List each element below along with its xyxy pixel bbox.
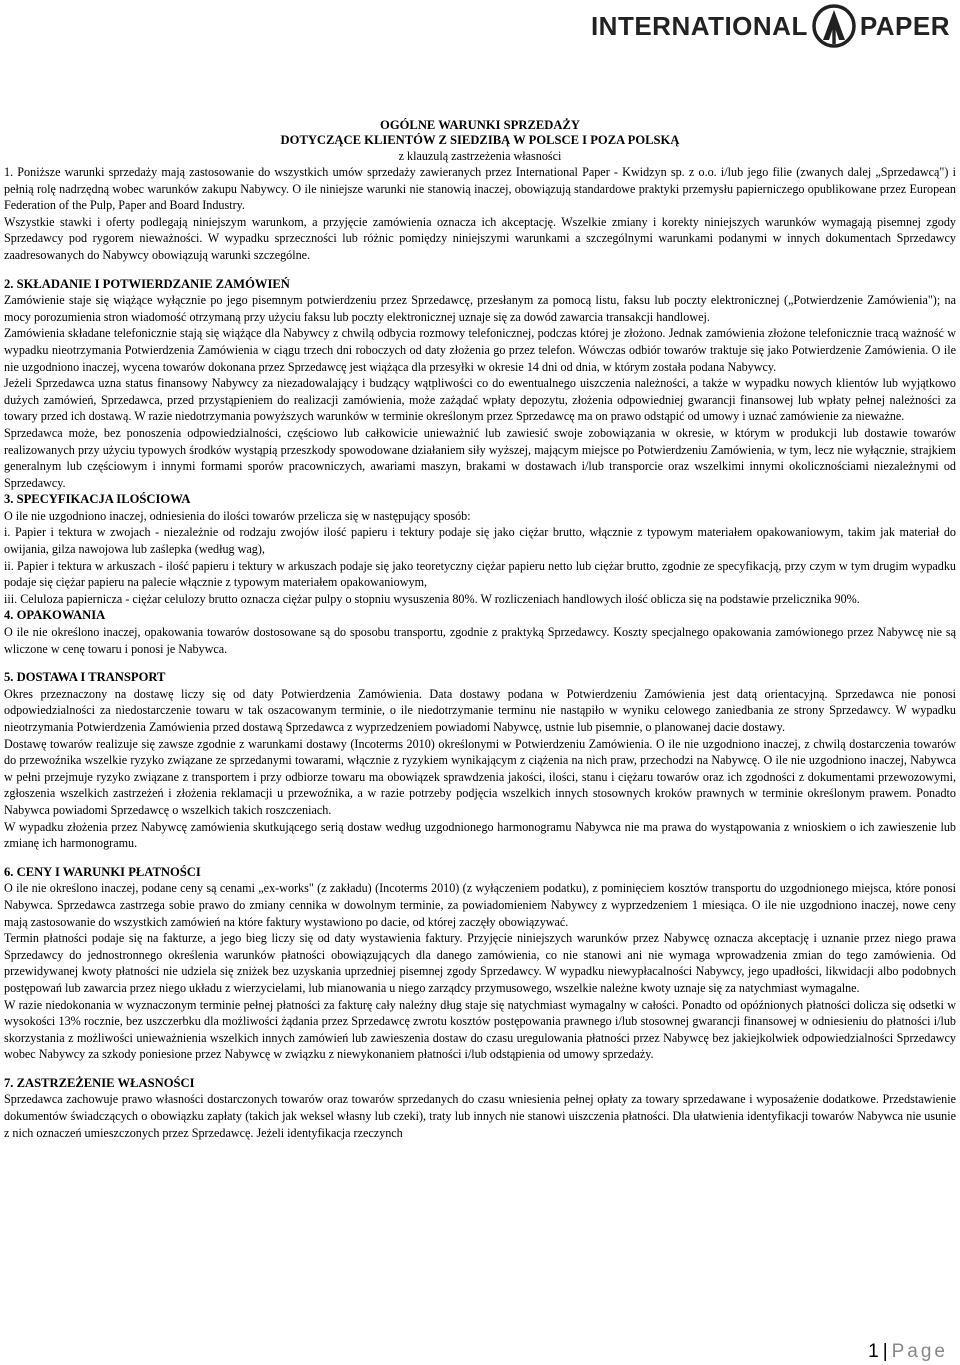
- paragraph: ii. Papier i tektura w arkuszach - ilość papieru i tektury w arkuszach podaje się jako teoretyczny ciężar papieru netto lub ciężar brutto, zgodnie ze specyfikacją, przy czym w tym drugim wypadku podaje się ciężar papieru na palecie włącznie z typowym materiałem opakowaniowym,: [4, 558, 956, 590]
- paragraph: O ile nie określono inaczej, podane ceny są cenami „ex-works" (z zakładu) (Incoterms 2010) (z wyłączeniem podatku), z pominięciem kosztów transportu do uzgodnionego miejsca, które ponosi Nabywca. Sprzedawca zastrzega sobie prawo do zmiany cennika w dowolnym terminie, za powiadomieniem Nabywcy z wyprzedzeniem 1 miesiąca. O ile nie uzgodniono inaczej, nowe ceny mają zastosowanie do wszystkich zamówień na które faktury wystawiono po dacie, od której zaczęły obowiązywać.: [4, 881, 956, 929]
- page-number: 1: [868, 1341, 879, 1362]
- paragraph: W wypadku złożenia przez Nabywcę zamówienia skutkującego serią dostaw według uzgodnionego harmonogramu Nabywca nie ma prawa do wystąpowania z wnioskiem o ich zawieszenie lub zmianę ich harmonogramu.: [4, 819, 956, 851]
- section-heading: 6. CENY I WARUNKI PŁATNOŚCI: [4, 864, 201, 879]
- sections-container: [4, 164, 956, 1141]
- paragraph: Sprzedawca zachowuje prawo własności dostarczonych towarów oraz towarów sprzedanych do czasu wniesienia pełnej opłaty za towary sprzedawane i wyposażenie dodatkowe. Przedstawienie dokumentów świadczących o obowiązku zapłaty (takich jak weksel własny lub czeki), traty lub innych nie stanowi uiszczenia płatności. Dla ułatwienia identyfikacji towarów Nabywca nie usunie z nich oznaczeń umieszczonych przez Sprzedawcę. Jeżeli identyfikacja rzeczynch: [4, 1092, 956, 1140]
- paragraph: Jeżeli Sprzedawca uzna status finansowy Nabywcy za niezadowalający i budzący wątpliwości co do ewentualnego uiszczenia należności, a także w wypadku nowych klientów lub wyjątkowo dużych zamówień, Sprzedawca, przed przystąpieniem do realizacji zamówienia, może zażądać wpłaty depozytu, złożenia odpowiedniej gwarancji finansowej lub wpłaty pełnej należności za towary przed ich dostawą. W razie niedotrzymania powyższych warunków w terminie określonym przez Sprzedawcę ma on prawo odstąpić od umowy i uznać zamówienie za nieważne.: [4, 376, 956, 424]
- section: [4, 607, 956, 669]
- section-heading: 2. SKŁADANIE I POTWIERDZANIE ZAMÓWIEŃ: [4, 276, 290, 291]
- document-subtitle: z klauzulą zastrzeżenia własności: [398, 149, 562, 163]
- logo-text-left: INTERNATIONAL: [590, 10, 808, 41]
- section: [4, 164, 956, 276]
- paragraph: Termin płatności podaje się na fakturze, a jego bieg liczy się od daty wystawienia faktury. Przyjęcie niniejszych warunków przez Nabywcę oznacza akceptację i uznanie przez niego prawa Sprzedawcy do jednostronnego określenia warunków płatności obowiązujących dla danego zamówienia, co nie stanowi ani nie wymaga wprowadzenia zmian do tego zamówienia. Od przewidywanej kwoty płatności nie udziela się zniżek bez uzyskania uprzedniej pisemnej zgody Sprzedawcy. W wypadku niewypłacalności Nabywcy, jego upadłości, likwidacji albo podobnych postępowań lub zawarcia przez niego układu z wierzycielami, lub mianowania u niego zarządcy przymusowego, wszelkie należne kwoty uznaje się za natychmiast wymagalne.: [4, 931, 956, 995]
- section: [4, 1075, 956, 1141]
- section-heading: 4. OPAKOWANIA: [4, 608, 106, 623]
- page-label: Page: [891, 1341, 948, 1362]
- document-title-line2: DOTYCZĄCE KLIENTÓW Z SIEDZIBĄ W POLSCE I POZA POLSKĄ: [280, 133, 680, 147]
- paragraph: iii. Celuloza papiernicza - ciężar celulozy brutto oznacza ciężar pulpy o stopniu wysuszenia 80%. W rozliczeniach handlowych ilość oblicza się na podstawie przelicznika 90%.: [4, 591, 860, 606]
- paragraph: Zamówienie staje się wiążące wyłącznie po jego pisemnym potwierdzeniu przez Sprzedawcę, przesłanym za pomocą listu, faksu lub poczty elektronicznej („Potwierdzenie Zamówienia"); na mocy porozumienia stron wiadomość otrzymaną przy użyciu faksu lub poczty elektronicznej uznaje się za dowód zawarcia transakcji handlowej.: [4, 293, 956, 324]
- paragraph: O ile nie określono inaczej, opakowania towarów dostosowane są do sposobu transportu, zgodnie z praktyką Sprzedawcy. Koszty specjalnego opakowania zamówionego przez Nabywcę nie są wliczone w cenę towaru i ponosi je Nabywca.: [4, 625, 956, 656]
- paragraph: Dostawę towarów realizuje się zawsze zgodnie z warunkami dostawy (Incoterms 2010) określonymi w Potwierdzeniu Zamówienia. O ile nie uzgodniono inaczej, z chwilą dostarczenia towarów do przewoźnika wszelkie ryzyko związane ze sprzedanymi towarami, włącznie z ryzykiem wynikającym z ciążenia na nich praw, przechodzi na Nabywcę. O ile nie uzgodniono inaczej, Nabywca w pełni przejmuje ryzyko związane z transportem i przy odbiorze towaru ma obowiązek sprawdzenia jakości, ilości, stanu i ciężaru towarów oraz ich zgodności z dokumentami przewozowymi, zgłoszenia wszelkich zastrzeżeń i złożenia reklamacji u przewoźnika, a w razie potrzeby podjęcia wszelkich innych stosownych kroków prawnych w terminie określonym prawem. Ponadto Nabywca powiadomi Sprzedawcę o wszelkich takich roszczeniach.: [4, 736, 956, 817]
- paragraph: Okres przeznaczony na dostawę liczy się od daty Potwierdzenia Zamówienia. Data dostawy podana w Potwierdzeniu Zamówienia jest datą orientacyjną. Sprzedawca nie ponosi odpowiedzialności za niedostarczenie towaru w tak oszacowanym terminie, o ile niedotrzymanie terminu nie nastąpiło w wyniku celowego zaniedbania ze strony Sprzedawcy. W wypadku nieotrzymania Potwierdzenia Zamówienia przed dostawą Sprzedawca z wyprzedzeniem powiadomi Nabywcę, ustnie lub pisemnie, o planowanej dacie dostawy.: [4, 686, 956, 734]
- section: [4, 491, 956, 607]
- paragraph: O ile nie uzgodniono inaczej, odniesienia do ilości towarów przelicza się w następujący sposób:: [4, 508, 471, 523]
- paragraph: Sprzedawca może, bez ponoszenia odpowiedzialności, częściowo lub całkowicie unieważnić lub zawiesić swoje zobowiązania w okresie, w którym w produkcji lub dostawie towarów realizowanych przy użyciu typowych środków wystąpią przeszkody spowodowane działaniem siły wyższej, mającym miejsce po Potwierdzeniu Zamówienia, w tym, lecz nie wyłącznie, strajkiem generalnym lub częściowym i innymi formami sporów pracowniczych, awariami maszyn, brakami w dostawach i/lub transporcie oraz wszelkimi innymi okolicznościami niezależnymi od Sprzedawcy.: [4, 425, 956, 490]
- paragraph: i. Papier i tektura w zwojach - niezależnie od rodzaju zwojów ilość papieru i tektury podaje się jako ciężar brutto, włącznie z typowym materiałem opakowaniowym, takim jak materiał do owijania, gilza nawojowa lub zaślepka (według wag),: [4, 525, 956, 557]
- paragraph: W razie niedokonania w wyznaczonym terminie pełnej płatności za fakturę cały należny dług staje się natychmiast wymagalny w całości. Ponadto od opóźnionych płatności dolicza się odsetki w wysokości 13% rocznie, bez uszczerbku dla możliwości żądania przez Sprzedawcę zwrotu kosztów postępowania prawnego i/lub stosownej gwarancji finansowej w odniesieniu do płatności i/lub skorzystania z możliwości unieważnienia wszelkich innych zamówień lub zawieszenia dostaw do czasu uregulowania płatności przez Nabywcę bez jakiejkolwiek odpowiedzialności Sprzedawcy wobec Nabywcy za szkody poniesione przez Nabywcę w związku z niewykonaniem płatności i/lub odstąpienia od umowy sprzedaży.: [4, 997, 956, 1062]
- document-title: OGÓLNE WARUNKI SPRZEDAŻY: [380, 118, 580, 132]
- page-footer: [868, 1341, 948, 1363]
- section: [4, 276, 956, 492]
- page-separator: |: [882, 1341, 888, 1362]
- section-heading: 7. ZASTRZEŻENIE WŁASNOŚCI: [4, 1075, 195, 1090]
- paragraph: 1. Poniższe warunki sprzedaży mają zastosowanie do wszystkich umów sprzedaży zawieranych przez International Paper - Kwidzyn sp. z o.o. i/lub jego filie (zwanych dalej „Sprzedawcą") i pełnią rolę nadrzędną wobec warunków zakupu Nabywcy. O ile niniejsze warunki nie stanowią inaczej, obowiązują standardowe praktyki przemysłu papierniczego opublikowane przez European Federation of the Pulp, Paper and Board Industry.: [4, 165, 956, 213]
- ip-emblem-icon: [812, 4, 856, 48]
- section-heading: 3. SPECYFIKACJA ILOŚCIOWA: [4, 492, 191, 507]
- section: [4, 669, 956, 864]
- company-logo: [591, 4, 950, 48]
- paragraph: Wszystkie stawki i oferty podlegają niniejszym warunkom, a przyjęcie zamówienia oznacza ich akceptację. Wszelkie zmiany i korekty niniejszych warunków wymagają pisemnej zgody Sprzedawcy pod rygorem nieważności. W wypadku sprzeczności lub różnic pomiędzy niniejszymi warunkami a szczególnymi warunkami podanymi w innych dokumentach Sprzedawcy zaadresowanych do Nabywcy obowiązują warunki szczególne.: [4, 214, 956, 262]
- section-heading: 5. DOSTAWA I TRANSPORT: [4, 670, 166, 685]
- section: [4, 864, 956, 1075]
- logo-text-right: PAPER: [859, 10, 950, 41]
- paragraph: Zamówienia składane telefonicznie stają się wiążące dla Nabywcy z chwilą odbycia rozmowy telefonicznej, podczas której je złożono. Jednak zamówienia złożone telefonicznie tracą ważność w wypadku nieotrzymania Potwierdzenia Zamówienia w ciągu trzech dni roboczych od daty złożenia go przez telefon. Wówczas odbiór towarów traktuje się jako Potwierdzenie Zamówienia. O ile nie uzgodniono inaczej, wycena towarów dokonana przez Sprzedawcę jest wiążąca dla przesyłki w okresie 14 dni od dnia, w którym została podana Nabywcy.: [4, 326, 956, 374]
- document-body: [4, 118, 956, 1141]
